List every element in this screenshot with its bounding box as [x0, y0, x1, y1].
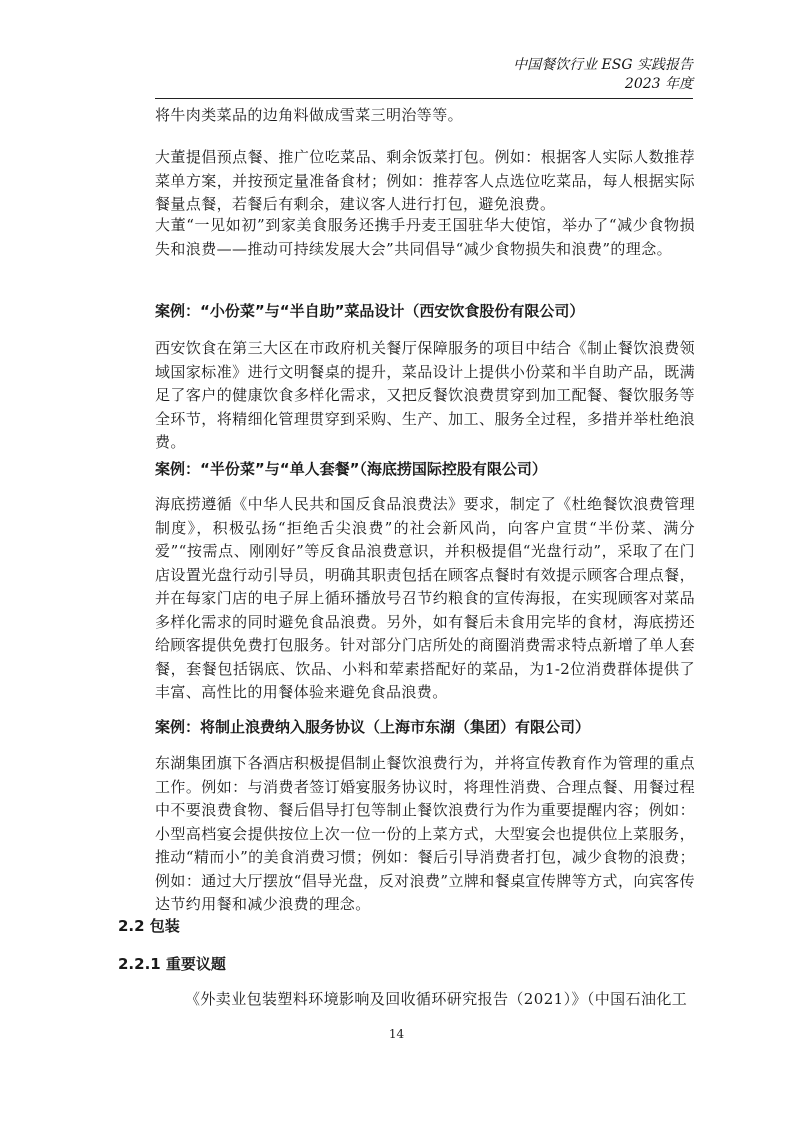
page-number: 14: [388, 1027, 405, 1041]
paragraph-block-2: [155, 146, 695, 217]
case-heading: 案例：“半份菜”与“单人套餐”（海底捞国际控股有限公司）: [155, 460, 547, 478]
body-paragraph: 海底捞遵循《中华人民共和国反食品浪费法》要求，制定了《杜绝餐饮浪费管理制度》，积极弘扬“拒绝舌尖浪费”的社会新风尚，向客户宣贯“半份菜、满分爱”“按需点、刚刚好”等反食品浪费意识，并积极提倡“光盘行动”，采取了在门店设置光盘行动引导员，明确其职责包括在顾客点餐时有效提示顾客合理点餐，并在每家门店的电子屏上循环播放号召节约粮食的宣传海报，在实现顾客对菜品多样化需求的同时避免食品浪费。另外，如有餐后未食用完毕的食材，海底捞还给顾客提供免费打包服务。针对部分门店所处的商圈消费需求特点新增了单人套餐，套餐包括锅底、饮品、小料和荤素搭配好的菜品，为1-2位消费群体提供了丰富、高性比的用餐体验来避免食品浪费。: [155, 495, 695, 701]
case-3-body: [155, 752, 695, 917]
header-report-title: 中国餐饮行业 ESG 实践报告: [513, 57, 693, 73]
subsection-heading-2-2-1: 2.2.1 重要议题: [118, 955, 226, 973]
body-paragraph: 东湖集团旗下各酒店积极提倡制止餐饮浪费行为，并将宣传教育作为管理的重点工作。例如：与消费者签订婚宴服务协议时，将理性消费、合理点餐、用餐过程中不要浪费食物、餐后倡导打包等制止餐饮浪费行为作为重要提醒内容；例如：小型高档宴会提供按位上次一位一份的上菜方式，大型宴会也提供位上菜服务，推动“精而小”的美食消费习惯；例如：餐后引导消费者打包，减少食物的浪费；例如：通过大厅摆放“倡导光盘，反对浪费”立牌和餐桌宣传牌等方式，向宾客传达节约用餐和减少浪费的理念。: [155, 754, 695, 913]
body-paragraph: 大董“一见如初”到家美食服务还携手丹麦王国驻华大使馆，举办了“减少食物损失和浪费——推动可持续发展大会”共同倡导“减少食物损失和浪费”的理念。: [155, 216, 695, 258]
paragraph-block-3: [155, 214, 695, 261]
body-paragraph: 大董提倡预点餐、推广位吃菜品、剩余饭菜打包。例如：根据客人实际人数推荐菜单方案，并按预定量准备食材；例如：推荐客人点选位吃菜品，每人根据实际餐量点餐，若餐后有剩余，建议客人进行打包，避免浪费。: [155, 148, 695, 213]
header-divider: [155, 98, 693, 99]
case-2-body: [155, 493, 695, 705]
paragraph-block-1: [155, 104, 695, 128]
case-heading: 案例：将制止浪费纳入服务协议（上海市东湖（集团）有限公司）: [155, 718, 591, 736]
body-paragraph: 西安饮食在第三大区在市政府机关餐厅保障服务的项目中结合《制止餐饮浪费领域国家标准》进行文明餐桌的提升，菜品设计上提供小份菜和半自助产品，既满足了客户的健康饮食多样化需求，又把反餐饮浪费贯穿到加工配餐、餐饮服务等全环节，将精细化管理贯穿到采购、生产、加工、服务全过程，多措并举杜绝浪费。: [155, 339, 695, 451]
case-heading: 案例：“小份菜”与“半自助”菜品设计（西安饮食股份有限公司）: [155, 302, 585, 320]
case-2: [155, 458, 695, 480]
section-heading-2-2: 2.2 包装: [118, 917, 180, 935]
running-header: [513, 56, 693, 94]
paragraph-block-7: [155, 988, 695, 1012]
case-3: [155, 716, 695, 738]
header-year: 2023 年度: [624, 76, 693, 92]
case-1: [155, 300, 695, 322]
case-1-body: [155, 337, 695, 455]
body-paragraph: 将牛肉类菜品的边角料做成雪菜三明治等等。: [155, 106, 464, 124]
body-paragraph: 《外卖业包装塑料环境影响及回收循环研究报告（2021）》（中国石油化工: [185, 990, 688, 1008]
